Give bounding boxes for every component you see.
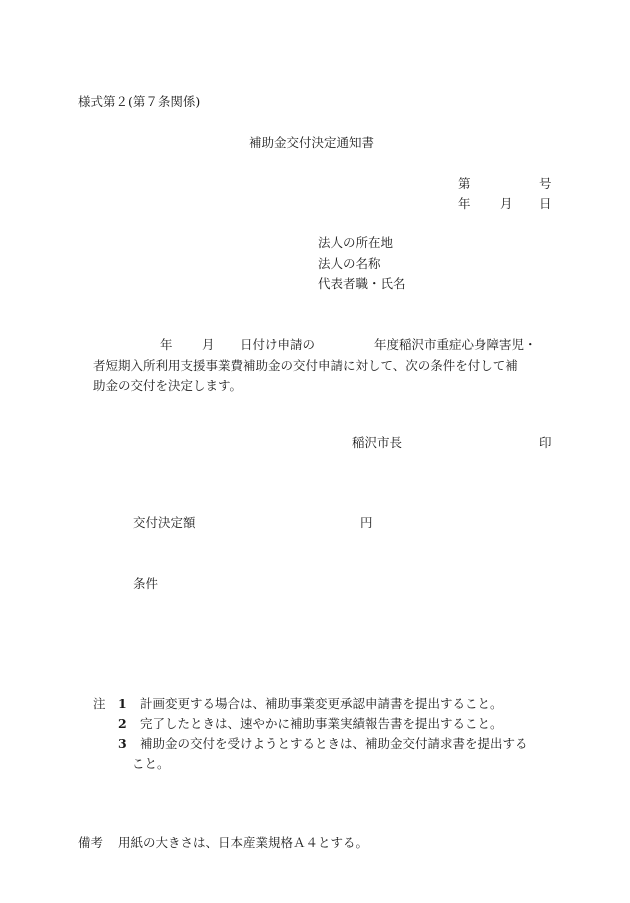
body-date-applied: 日付け申請の [240, 337, 316, 352]
note-1-text: 計画変更する場合は、補助事業変更承認申請書を提出すること。 [140, 696, 503, 711]
amount-label: 交付決定額 [133, 515, 196, 530]
number-prefix: 第 [458, 176, 471, 191]
body-line1-rest: 年度稲沢市重症心身障害児・ [374, 337, 537, 352]
body-month: 月 [202, 337, 215, 352]
conditions-label: 条件 [133, 576, 159, 591]
form-label: 様式第２(第７条関係) [78, 94, 201, 109]
seal-mark: 印 [539, 435, 552, 450]
date-day: 日 [539, 196, 552, 211]
recipient-rep-label: 代表者職・氏名 [318, 276, 406, 291]
recipient-address-label: 法人の所在地 [318, 235, 394, 250]
note-3-number: 3 [118, 736, 127, 751]
body-line2: 者短期入所利用支援事業費補助金の交付申請に対して、次の条件を付して補 [93, 358, 518, 373]
mayor-title: 稲沢市長 [352, 435, 403, 450]
date-month: 月 [500, 196, 513, 211]
note-2-number: 2 [118, 716, 127, 731]
notes-prefix: 注 [93, 696, 106, 711]
remarks-label: 備考 [78, 835, 104, 850]
remarks-text: 用紙の大きさは、日本産業規格Ａ４とする。 [118, 835, 369, 850]
note-3-text: 補助金の交付を受けようとするときは、補助金交付請求書を提出する [140, 736, 528, 751]
document-title: 補助金交付決定通知書 [249, 135, 375, 150]
recipient-name-label: 法人の名称 [318, 256, 381, 271]
body-line3: 助金の交付を決定します。 [93, 378, 243, 393]
body-year: 年 [160, 337, 173, 352]
note-3-continuation: こと。 [132, 756, 170, 771]
note-1-number: 1 [118, 696, 127, 711]
number-suffix: 号 [539, 176, 552, 191]
date-year: 年 [458, 196, 471, 211]
note-2-text: 完了したときは、速やかに補助事業実績報告書を提出すること。 [140, 716, 503, 731]
amount-unit: 円 [360, 515, 373, 530]
